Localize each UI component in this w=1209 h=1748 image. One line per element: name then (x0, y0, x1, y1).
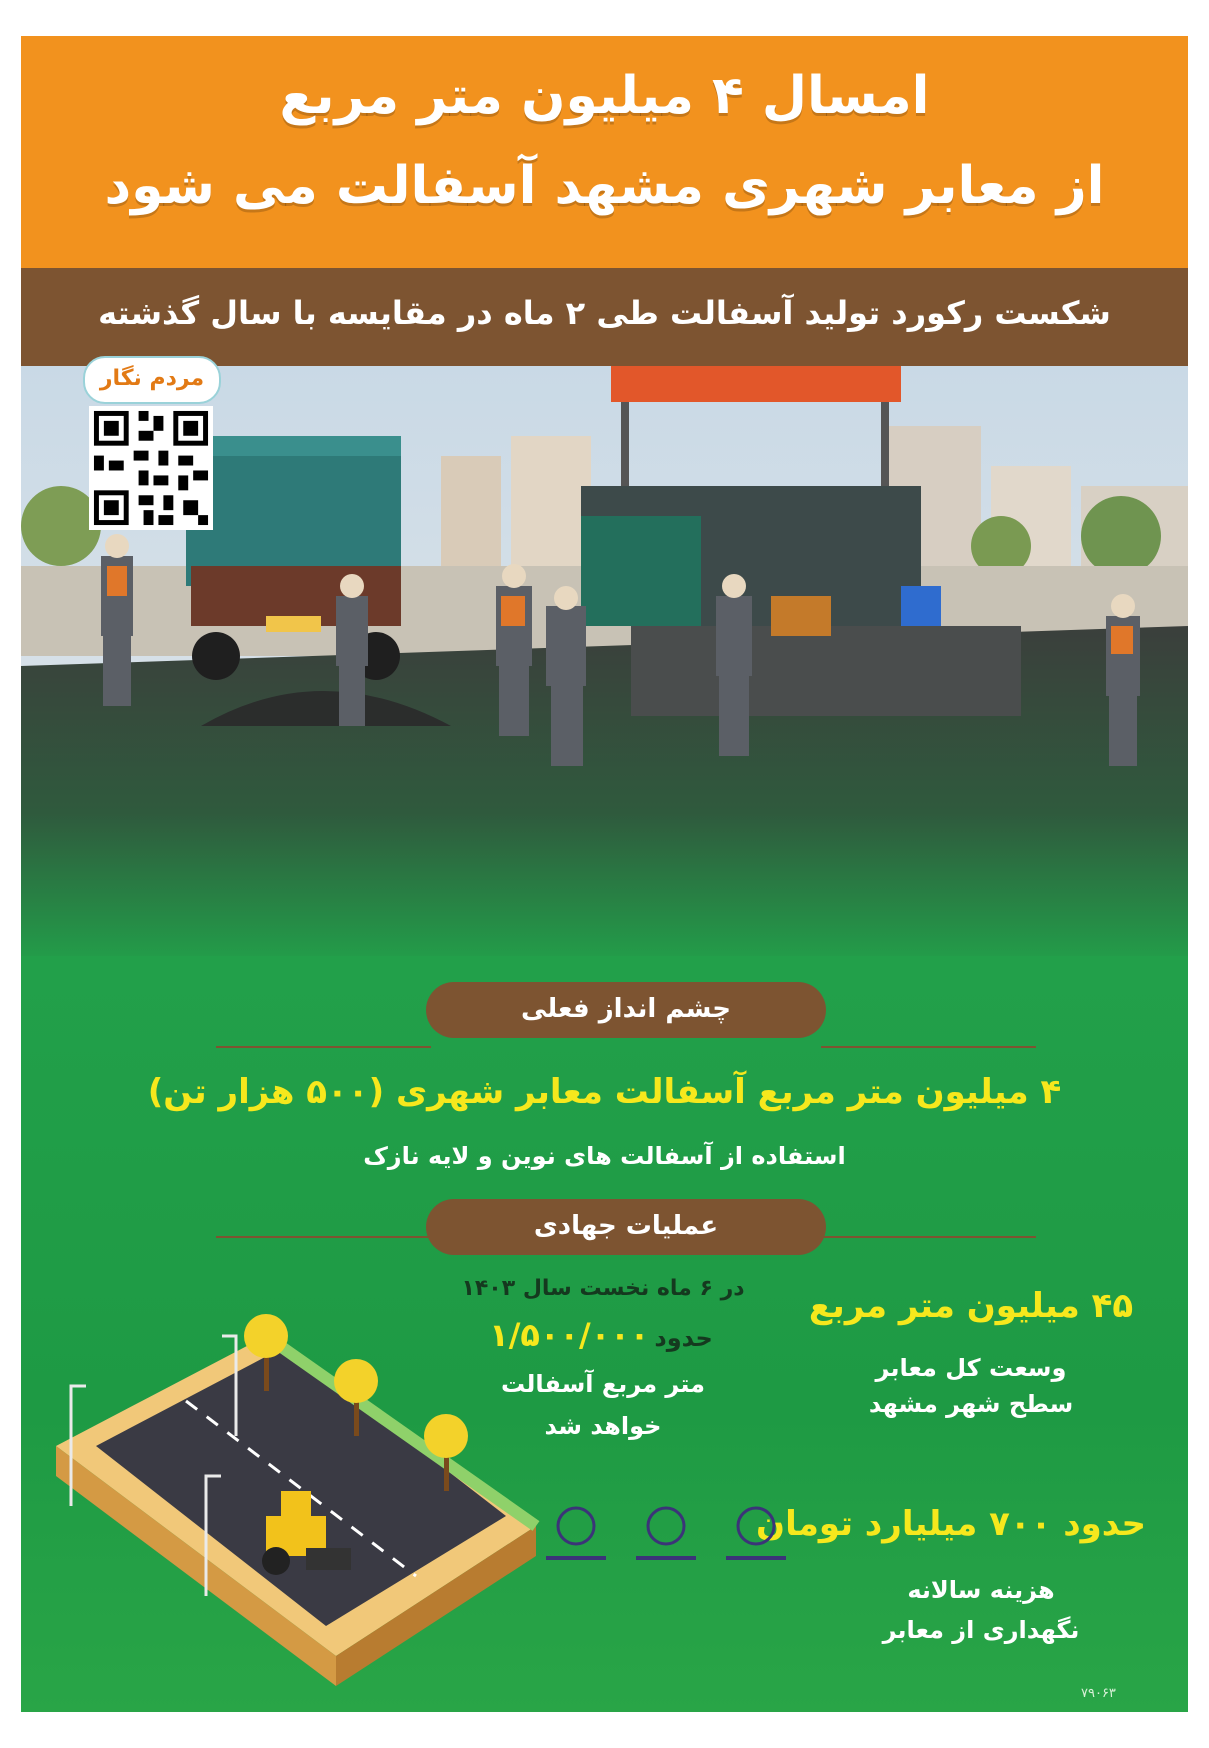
area-value: ۴۵ میلیون متر مربع (808, 1286, 1134, 1326)
poster (21, 36, 1188, 1712)
operations-heading: عملیات جهادی (533, 1211, 719, 1241)
qr-code[interactable] (89, 406, 213, 530)
operations-desc-line1: متر مربع آسفالت (500, 1370, 706, 1398)
operations-amount-line (451, 1316, 751, 1354)
main-title-line1: امسال ۴ میلیون متر مربع (279, 66, 930, 126)
divider-line (216, 1236, 431, 1238)
vision-main: ۴ میلیون متر مربع آسفالت معابر شهری (۵۰۰ هزار تن) (147, 1072, 1062, 1112)
operations-heading-pill (426, 1199, 826, 1255)
sponsor-logos (531, 1486, 801, 1586)
cost-line2: نگهداری از معابر (882, 1616, 1080, 1644)
operations-desc-line2: خواهد شد (544, 1412, 662, 1440)
brand-badge (83, 356, 221, 404)
vision-heading: چشم انداز فعلی (521, 994, 731, 1024)
subtitle: شکست رکورد تولید آسفالت طی ۲ ماه در مقایسه با سال گذشته (98, 294, 1111, 332)
brand-logo-text: مردم نگار (99, 366, 205, 391)
cost-line1: هزینه سالانه (907, 1576, 1055, 1604)
divider-line (216, 1046, 431, 1048)
vision-heading-pill (426, 982, 826, 1038)
vision-note: استفاده از آسفالت های نوین و لایه نازک (363, 1142, 846, 1170)
title-band (21, 36, 1188, 268)
cost-value: حدود ۷۰۰ میلیارد تومان (756, 1504, 1146, 1544)
area-line1: وسعت کل معابر (875, 1354, 1067, 1382)
ad-code: ۷۹۰۶۳ (1081, 1686, 1116, 1701)
operations-amount: ۱/۵۰۰/۰۰۰ (489, 1316, 650, 1354)
operations-period: در ۶ ماه نخست سال ۱۴۰۳ (461, 1276, 745, 1301)
area-line2: سطح شهر مشهد (868, 1390, 1074, 1418)
operations-prefix: حدود (654, 1324, 713, 1352)
divider-line (821, 1046, 1036, 1048)
subtitle-band (21, 268, 1188, 366)
main-title-line2: از معابر شهری مشهد آسفالت می شود (104, 156, 1105, 216)
divider-line (821, 1236, 1036, 1238)
